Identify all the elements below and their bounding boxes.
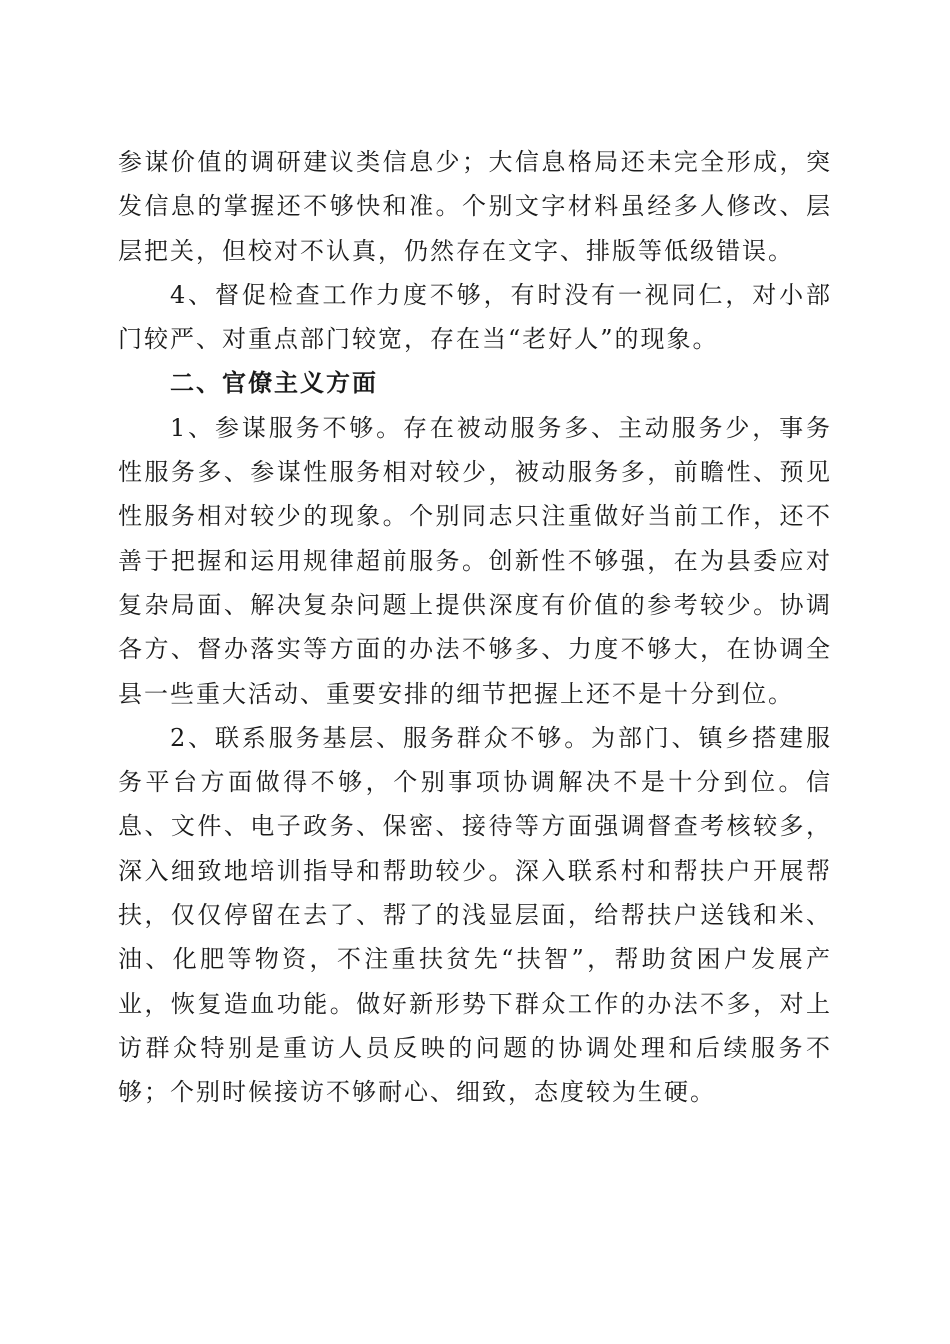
document-body <box>118 140 832 1115</box>
section-2-heading: 二、官僚主义方面 <box>170 369 378 398</box>
section-2-item-2-paragraph: 2、联系服务基层、服务群众不够。为部门、镇乡搭建服务平台方面做得不够，个别事项协调解决不是十分到位。信息、文件、电子政务、保密、接待等方面强调督查考核较多，深入细致地培训指导和帮助较少。深入联系村和帮扶户开展帮扶，仅仅停留在去了、帮了的浅显层面，给帮扶户送钱和米、油、化肥等物资，不注重扶贫先“扶智”，帮助贫困户发展产业，恢复造血功能。做好新形势下群众工作的办法不多，对上访群众特别是重访人员反映的问题的协调处理和后续服务不够；个别时候接访不够耐心、细致，态度较为生硬。 <box>118 723 832 1107</box>
section-2-item-1-paragraph: 1、参谋服务不够。存在被动服务多、主动服务少，事务性服务多、参谋性服务相对较少，被动服务多，前瞻性、预见性服务相对较少的现象。个别同志只注重做好当前工作，还不善于把握和运用规律超前服务。创新性不够强，在为县委应对复杂局面、解决复杂问题上提供深度有价值的参考较少。协调各方、督办落实等方面的办法不够多、力度不够大，在协调全县一些重大活动、重要安排的细节把握上还不是十分到位。 <box>118 413 832 708</box>
continuation-paragraph: 参谋价值的调研建议类信息少；大信息格局还未完全形成，突发信息的掌握还不够快和准。个别文字材料虽经多人修改、层层把关，但校对不认真，仍然存在文字、排版等低级错误。 <box>118 148 832 265</box>
item-4-paragraph: 4、督促检查工作力度不够，有时没有一视同仁，对小部门较严、对重点部门较宽，存在当“老好人”的现象。 <box>118 280 832 354</box>
